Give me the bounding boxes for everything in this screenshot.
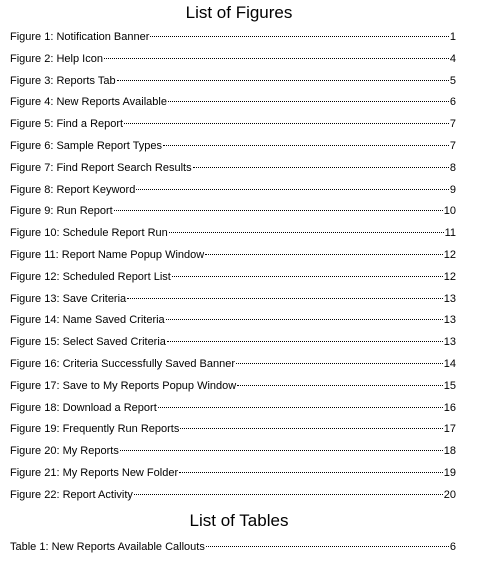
dot-leader <box>158 406 443 408</box>
figure-entry-page-number: 12 <box>443 248 456 261</box>
dot-leader <box>127 297 443 299</box>
dot-leader <box>193 166 449 168</box>
dot-leader <box>136 188 449 190</box>
figure-entry-label: Figure 12: Scheduled Report List <box>10 270 171 283</box>
figure-entry[interactable] <box>10 267 456 289</box>
figure-entry[interactable] <box>10 180 456 202</box>
figure-entry-page-number: 14 <box>443 357 456 370</box>
figure-entry-page-number: 4 <box>449 52 456 65</box>
figure-entry[interactable] <box>10 419 456 441</box>
table-entry-label: Table 1: New Reports Available Callouts <box>10 541 205 553</box>
figure-entry-page-number: 5 <box>449 74 456 87</box>
figure-entry[interactable] <box>10 27 456 49</box>
dot-leader <box>236 362 443 364</box>
figure-entry[interactable] <box>10 92 456 114</box>
dot-leader <box>167 340 443 342</box>
figure-entry[interactable] <box>10 136 456 158</box>
dot-leader <box>206 545 449 547</box>
dot-leader <box>150 35 448 37</box>
figure-entry-page-number: 13 <box>443 292 456 305</box>
figure-entry[interactable] <box>10 49 456 71</box>
list-of-tables-heading: List of Tables <box>189 511 289 530</box>
figure-entry[interactable] <box>10 398 456 420</box>
dot-leader <box>168 100 449 102</box>
figure-entry-label: Figure 16: Criteria Successfully Saved Banner <box>10 357 235 370</box>
figure-entry-label: Figure 20: My Reports <box>10 445 119 458</box>
figure-entry-label: Figure 13: Save Criteria <box>10 292 127 305</box>
figure-entry-label: Figure 15: Select Saved Criteria <box>10 336 166 349</box>
figure-entry-label: Figure 1: Notification Banner <box>10 31 150 43</box>
figure-entry-label: Figure 4: New Reports Available <box>10 96 167 109</box>
dot-leader <box>166 318 443 320</box>
figure-entry-label: Figure 8: Report Keyword <box>10 183 136 196</box>
dot-leader <box>237 384 443 386</box>
figure-entry-page-number: 9 <box>449 183 456 196</box>
figure-entry[interactable] <box>10 485 456 507</box>
dot-leader <box>179 471 443 473</box>
figure-entry[interactable] <box>10 310 456 332</box>
dot-leader <box>172 275 443 277</box>
list-of-figures-heading: List of Figures <box>185 3 293 22</box>
figure-entry[interactable] <box>10 332 456 354</box>
figure-entry-page-number: 1 <box>449 31 456 43</box>
figure-entry-page-number: 15 <box>443 379 456 392</box>
figure-entry-label: Figure 11: Report Name Popup Window <box>10 248 205 261</box>
figure-entry[interactable] <box>10 441 456 463</box>
figure-entry-page-number: 20 <box>443 488 456 501</box>
figure-entry-label: Figure 22: Report Activity <box>10 488 133 501</box>
figure-entry-label: Figure 2: Help Icon <box>10 52 103 65</box>
figure-entry-page-number: 19 <box>443 466 456 479</box>
figure-entry[interactable] <box>10 114 456 136</box>
figure-entry-page-number: 8 <box>449 161 456 174</box>
dot-leader <box>169 231 444 233</box>
dot-leader <box>104 57 449 59</box>
figure-entry-label: Figure 21: My Reports New Folder <box>10 466 179 479</box>
figure-entry-label: Figure 3: Reports Tab <box>10 74 116 87</box>
dot-leader <box>124 122 449 124</box>
figure-entry-label: Figure 6: Sample Report Types <box>10 139 163 152</box>
figure-entry-page-number: 11 <box>444 227 456 240</box>
figure-entry[interactable] <box>10 354 456 376</box>
dot-leader <box>163 144 449 146</box>
table-entry-page-number: 6 <box>449 541 456 553</box>
figure-entry-page-number: 7 <box>449 139 456 152</box>
figure-entry[interactable] <box>10 463 456 485</box>
figure-entry-page-number: 13 <box>443 314 456 327</box>
figure-entry-label: Figure 7: Find Report Search Results <box>10 161 192 174</box>
dot-leader <box>114 209 443 211</box>
figure-entry-page-number: 17 <box>443 423 456 436</box>
figure-entry-label: Figure 17: Save to My Reports Popup Window <box>10 379 237 392</box>
figure-entry[interactable] <box>10 223 456 245</box>
figure-entry-page-number: 18 <box>443 445 456 458</box>
figure-entry[interactable] <box>10 71 456 93</box>
figure-entry[interactable] <box>10 201 456 223</box>
figure-entry-label: Figure 5: Find a Report <box>10 118 124 131</box>
figure-entry-page-number: 10 <box>443 205 456 218</box>
figure-entry-label: Figure 9: Run Report <box>10 205 113 218</box>
tables-list <box>10 537 456 559</box>
dot-leader <box>205 253 443 255</box>
figure-entry[interactable] <box>10 158 456 180</box>
figure-entry-label: Figure 19: Frequently Run Reports <box>10 423 180 436</box>
dot-leader <box>134 493 443 495</box>
figure-entry[interactable] <box>10 245 456 267</box>
figure-entry-label: Figure 18: Download a Report <box>10 401 157 414</box>
figures-list <box>10 27 456 507</box>
figure-entry-label: Figure 10: Schedule Report Run <box>10 227 168 240</box>
figure-entry-page-number: 16 <box>443 401 456 414</box>
figure-entry-page-number: 6 <box>449 96 456 109</box>
dot-leader <box>180 427 442 429</box>
table-entry[interactable] <box>10 537 456 559</box>
figure-entry-page-number: 13 <box>443 336 456 349</box>
figure-entry[interactable] <box>10 289 456 311</box>
figure-entry-page-number: 12 <box>443 270 456 283</box>
dot-leader <box>120 449 443 451</box>
figure-entry-label: Figure 14: Name Saved Criteria <box>10 314 165 327</box>
figure-entry[interactable] <box>10 376 456 398</box>
dot-leader <box>117 79 449 81</box>
figure-entry-page-number: 7 <box>449 118 456 131</box>
